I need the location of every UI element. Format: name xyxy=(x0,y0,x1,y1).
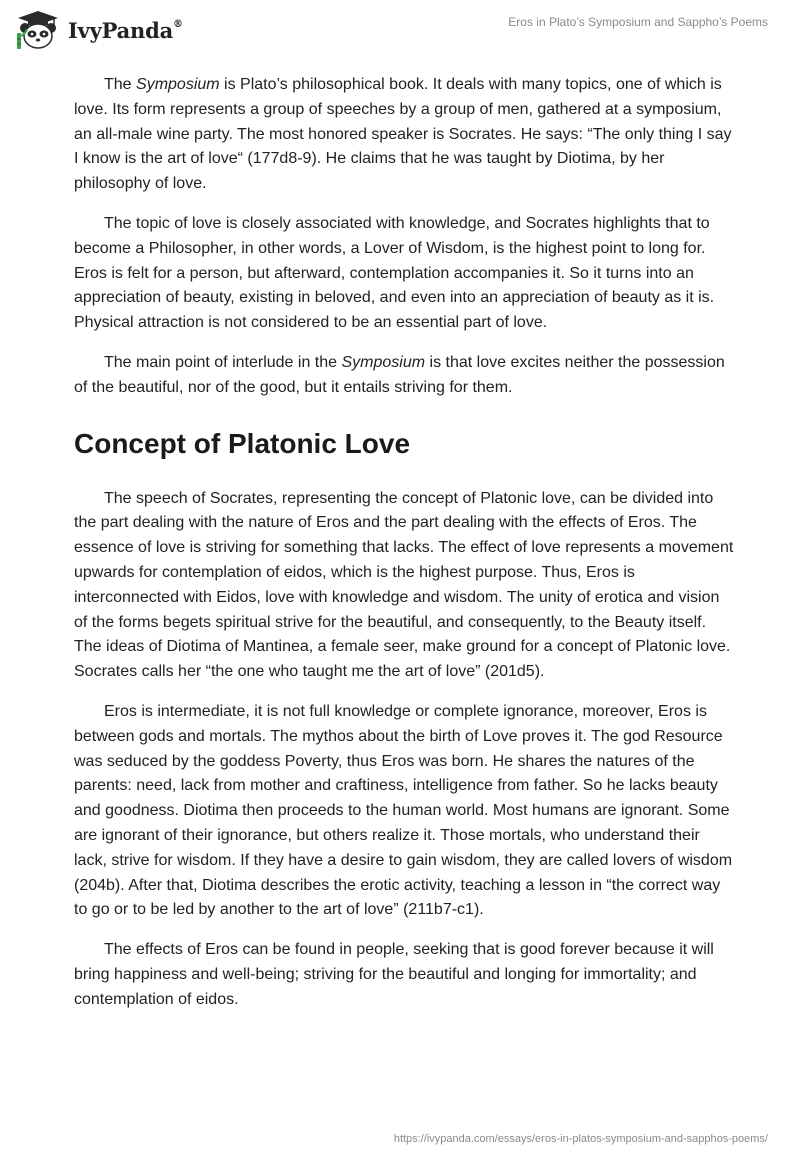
paragraph-1: The Symposium is Plato’s philosophical book. It deals with many topics, one of which is love. Its form represents a group of speeches by a group of men, gathered at a symposium, an all-male wine party. The most honored speaker is Socrates. He says: “The only thing I say I know is the art of love“ (177d8-9). He claims that he was taught by Diotima, by her philosophy of love. xyxy=(74,76,732,193)
source-url[interactable]: https://ivypanda.com/essays/eros-in-platos-symposium-and-sapphos-poems/ xyxy=(393,1133,768,1145)
article-body xyxy=(74,73,734,1028)
paragraph-3: The main point of interlude in the Symposium is that love excites neither the possession of the beautiful, nor of the good, but it entails striving for them. xyxy=(74,353,725,396)
paragraph-5: Eros is intermediate, it is not full knowledge or complete ignorance, moreover, Eros is between gods and mortals. The mythos about the birth of Love proves it. The god Resource was seduced by the goddess Poverty, thus Eros was born. He shares the natures of the parents: need, lack from mother and craftiness, intelligence from father. So he lacks beauty and goodness. Diotima then proceeds to the human world. Most humans are ignorant. Some are ignorant of their ignorance, but others realize it. Those mortals, who understand their lack, strive for wisdom. If they have a desire to gain wisdom, they are called lovers of wisdom (204b). After that, Diotima describes the erotic activity, teaching a lesson in “the correct way to go or to be led by another to the art of love” (211b7-c1). xyxy=(74,702,733,919)
brand-name: IvyPanda® xyxy=(68,17,183,43)
paragraph-4: The speech of Socrates, representing the concept of Platonic love, can be divided into the part dealing with the nature of Eros and the part dealing with the effects of Eros. The essence of love is striving for something that lacks. The effect of love represents a movement upwards for contemplation of eidos, which is the highest purpose. Thus, Eros is interconnected with Eidos, love with knowledge and wisdom. The unity of erotica and vision of the forms begets spiritual strive for the beautiful, and consequently, to the Beauty itself. The ideas of Diotima of Mantinea, a female seer, make ground for a concept of Platonic love. Socrates calls her “the one who taught me the art of love” (201d5). xyxy=(74,489,734,681)
panda-graduate-logo-icon xyxy=(14,9,62,51)
paragraph-2: The topic of love is closely associated with knowledge, and Socrates highlights that to become a Philosopher, in other words, a Lover of Wisdom, is the highest point to long for. Eros is felt for a person, but afterward, contemplation accompanies it. So it turns into an appreciation of beauty, existing in beloved, and even into an appreciation of beauty as it is. Physical attraction is not considered to be an essential part of love. xyxy=(74,214,715,332)
page-header xyxy=(0,0,800,60)
paragraph-6: The effects of Eros can be found in people, seeking that is good forever because it will bring happiness and well-being; striving for the beautiful and longing for immortality; and contemplation of eidos. xyxy=(74,941,714,1008)
brand-logo[interactable] xyxy=(14,8,183,52)
document-title: Eros in Plato’s Symposium and Sappho’s Poems xyxy=(508,15,768,29)
section-heading: Concept of Platonic Love xyxy=(74,427,411,459)
